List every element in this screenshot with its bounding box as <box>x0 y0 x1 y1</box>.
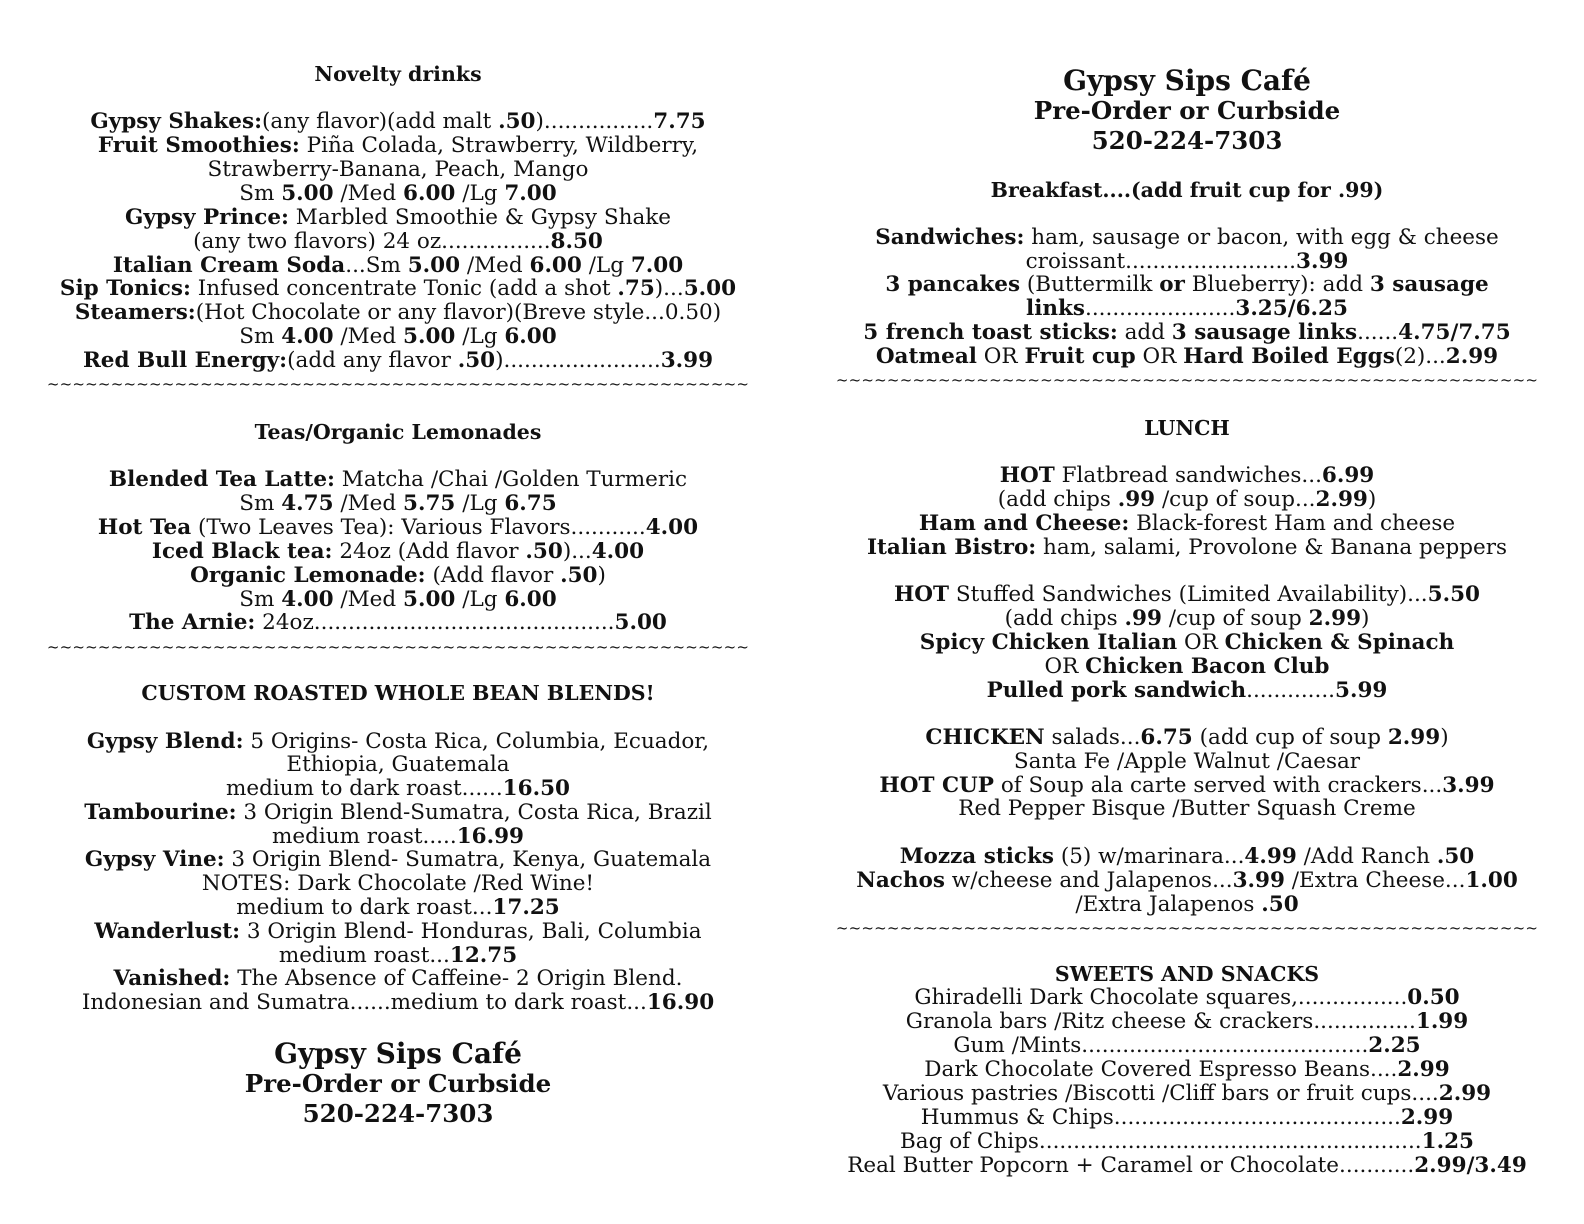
menu-item-gypsy-blend: Gypsy Blend: 5 Origins- Costa Rica, Columbia, Ecuador, <box>86 729 710 754</box>
menu-item-hot-tea: Hot Tea (Two Leaves Tea): Various Flavors...........4.00 <box>97 515 699 540</box>
sweets-item: Bag of Chips........................................................1.25 <box>899 1129 1474 1154</box>
menu-item-fruit-smoothies: Fruit Smoothies: Piña Colada, Strawberry, Wildberry, <box>97 133 699 158</box>
menu-item-the-arnie: The Arnie: 24oz............................................5.00 <box>129 610 667 635</box>
separator: ~~~~~~~~~~~~~~~~~~~~~~~~~~~~~~~~~~~~~~~~~~~~~~~~~~~~~~~ <box>46 375 750 393</box>
menu-item-stuffed-sandwiches: HOT Stuffed Sandwiches (Limited Availability)...5.50 <box>893 582 1480 607</box>
menu-item-italian-bistro: Italian Bistro: ham, salami, Provolone & Banana peppers <box>866 535 1508 560</box>
menu-item-oatmeal: Oatmeal OR Fruit cup OR Hard Boiled Eggs(2)...2.99 <box>875 344 1499 369</box>
stuffed-addons: (add chips .99 /cup of soup 2.99) <box>1004 606 1370 631</box>
sweets-item: Various pastries /Biscotti /Cliff bars or fruit cups....2.99 <box>882 1081 1492 1106</box>
header-title: Gypsy Sips Café <box>1063 64 1311 97</box>
gypsy-vine-roast: medium to dark roast...17.25 <box>236 895 560 920</box>
sweets-item: Ghiradelli Dark Chocolate squares,................0.50 <box>914 985 1460 1010</box>
menu-item-french-toast: 5 french toast sticks: add 3 sausage links......4.75/7.75 <box>863 320 1511 345</box>
stuffed-bacon-club: OR Chicken Bacon Club <box>1044 654 1330 679</box>
gypsy-blend-roast: medium to dark roast......16.50 <box>225 776 570 801</box>
menu-item-sip-tonics: Sip Tonics: Infused concentrate Tonic (add a shot .75)...5.00 <box>59 276 737 301</box>
footer-phone: 520-224-7303 <box>302 1099 494 1128</box>
menu-item-flatbread: HOT Flatbread sandwiches...6.99 <box>999 463 1375 488</box>
menu-item-steamers: Steamers:(Hot Chocolate or any flavor)(Breve style...0.50) <box>74 300 722 325</box>
menu-item-italian-cream-soda: Italian Cream Soda...Sm 5.00 /Med 6.00 /Lg 7.00 <box>112 253 684 278</box>
menu-item-iced-black-tea: Iced Black tea: 24oz (Add flavor .50)...4.00 <box>151 539 645 564</box>
menu-item-mozza-sticks: Mozza sticks (5) w/marinara...4.99 /Add Ranch .50 <box>899 844 1475 869</box>
sweets-item: Hummus & Chips..........................................2.99 <box>920 1105 1454 1130</box>
breakfast-heading: Breakfast....(add fruit cup for .99) <box>990 178 1384 202</box>
wanderlust-roast: medium roast...12.75 <box>278 943 518 968</box>
beans-heading: CUSTOM ROASTED WHOLE BEAN BLENDS! <box>141 681 655 705</box>
sweets-item: Gum /Mints..........................................2.25 <box>953 1033 1421 1058</box>
pancakes-links: links......................3.25/6.25 <box>1026 296 1348 321</box>
menu-item-vanished: Vanished: The Absence of Caffeine- 2 Origin Blend. <box>113 966 683 991</box>
menu-item-blended-tea-latte: Blended Tea Latte: Matcha /Chai /Golden Turmeric <box>108 467 688 492</box>
menu-item-tambourine: Tambourine: 3 Origin Blend-Sumatra, Costa Rica, Brazil <box>84 800 712 825</box>
steamer-sizes: Sm 4.00 /Med 5.00 /Lg 6.00 <box>239 324 557 349</box>
menu-item-sandwiches: Sandwiches: ham, sausage or bacon, with egg & cheese <box>875 225 1499 250</box>
sweets-heading: SWEETS AND SNACKS <box>1054 962 1320 986</box>
salad-types: Santa Fe /Apple Walnut /Caesar <box>1013 749 1361 774</box>
teas-heading: Teas/Organic Lemonades <box>254 420 542 444</box>
menu-item-red-bull: Red Bull Energy:(add any flavor .50).......................3.99 <box>82 348 714 373</box>
smoothie-flavors: Strawberry-Banana, Peach, Mango <box>207 157 589 182</box>
gypsy-vine-notes: NOTES: Dark Chocolate /Red Wine! <box>201 871 595 896</box>
stuffed-options: Spicy Chicken Italian OR Chicken & Spinach <box>919 630 1455 655</box>
separator: ~~~~~~~~~~~~~~~~~~~~~~~~~~~~~~~~~~~~~~~~~~~~~~~~~~~~~~~ <box>835 919 1539 937</box>
prince-detail: (any two flavors) 24 oz................8.50 <box>193 229 603 254</box>
footer-subtitle: Pre-Order or Curbside <box>244 1069 552 1098</box>
lemonade-sizes: Sm 4.00 /Med 5.00 /Lg 6.00 <box>239 587 557 612</box>
sandwiches-croissant: croissant.........................3.99 <box>1025 249 1349 274</box>
latte-sizes: Sm 4.75 /Med 5.75 /Lg 6.75 <box>239 491 557 516</box>
menu-item-chicken-salads: CHICKEN salads...6.75 (add cup of soup 2.99) <box>925 725 1449 750</box>
vanished-roast: Indonesian and Sumatra......medium to dark roast...16.90 <box>81 990 715 1015</box>
tambourine-roast: medium roast.....16.99 <box>271 824 525 849</box>
gypsy-blend-origins: Ethiopia, Guatemala <box>286 752 510 777</box>
menu-item-ham-and-cheese: Ham and Cheese: Black-forest Ham and cheese <box>918 511 1456 536</box>
menu-item-gypsy-shakes: Gypsy Shakes:(any flavor)(add malt .50)................7.75 <box>90 109 706 134</box>
nachos-jalapenos: /Extra Jalapenos .50 <box>1075 892 1299 917</box>
menu-item-pulled-pork: Pulled pork sandwich.............5.99 <box>986 678 1388 703</box>
lunch-heading: LUNCH <box>1144 416 1230 440</box>
menu-item-organic-lemonade: Organic Lemonade: (Add flavor .50) <box>190 563 606 588</box>
header-phone: 520-224-7303 <box>1091 126 1283 155</box>
menu-item-nachos: Nachos w/cheese and Jalapenos...3.99 /Extra Cheese...1.00 <box>856 868 1518 893</box>
separator: ~~~~~~~~~~~~~~~~~~~~~~~~~~~~~~~~~~~~~~~~~~~~~~~~~~~~~~~ <box>835 371 1539 389</box>
menu-item-gypsy-prince: Gypsy Prince: Marbled Smoothie & Gypsy Shake <box>124 205 672 230</box>
sweets-item: Real Butter Popcorn + Caramel or Chocolate...........2.99/3.49 <box>847 1153 1527 1178</box>
sweets-item: Granola bars /Ritz cheese & crackers...............1.99 <box>905 1009 1469 1034</box>
menu-item-gypsy-vine: Gypsy Vine: 3 Origin Blend- Sumatra, Kenya, Guatemala <box>84 847 712 872</box>
footer-title: Gypsy Sips Café <box>274 1037 522 1070</box>
sweets-item: Dark Chocolate Covered Espresso Beans....2.99 <box>924 1057 1450 1082</box>
soup-types: Red Pepper Bisque /Butter Squash Creme <box>958 796 1416 821</box>
novelty-heading: Novelty drinks <box>314 62 482 86</box>
header-subtitle: Pre-Order or Curbside <box>1033 96 1341 125</box>
menu-item-hot-cup-soup: HOT CUP of Soup ala carte served with crackers...3.99 <box>879 773 1495 798</box>
separator: ~~~~~~~~~~~~~~~~~~~~~~~~~~~~~~~~~~~~~~~~~~~~~~~~~~~~~~~ <box>46 638 750 656</box>
smoothie-sizes: Sm 5.00 /Med 6.00 /Lg 7.00 <box>239 181 557 206</box>
menu-item-wanderlust: Wanderlust: 3 Origin Blend- Honduras, Bali, Columbia <box>94 919 702 944</box>
price: 7.75 <box>653 109 706 134</box>
menu-item-pancakes: 3 pancakes (Buttermilk or Blueberry): add 3 sausage <box>885 272 1489 297</box>
flatbread-addons: (add chips .99 /cup of soup...2.99) <box>997 487 1377 512</box>
